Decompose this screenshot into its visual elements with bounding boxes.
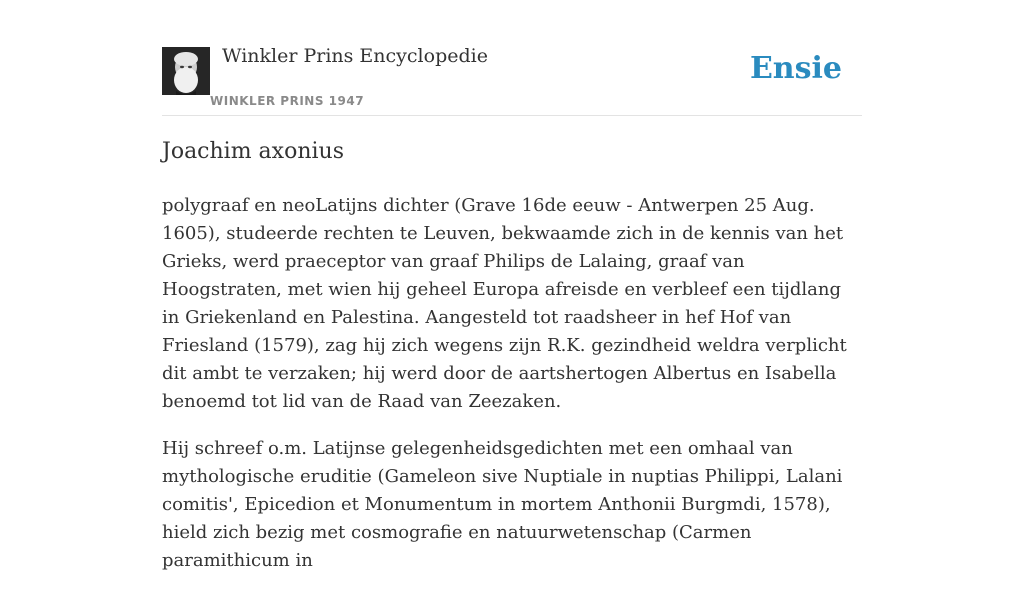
site-title[interactable]: Winkler Prins Encyclopedie <box>222 45 488 67</box>
header <box>162 0 862 116</box>
brand-logo[interactable]: Ensie <box>749 51 842 86</box>
edition-label[interactable]: WINKLER PRINS 1947 <box>210 94 365 108</box>
author-avatar[interactable] <box>162 47 210 95</box>
article-paragraph: polygraaf en neoLatijns dichter (Grave 16de eeuw - Antwerpen 25 Aug. 1605), studeerde rechten te Leuven, bekwaamde zich in de kennis van het Grieks, werd praeceptor van graaf Philips de Lalaing, graaf van Hoogstraten, met wien hij geheel Europa afreisde en verbleef een tijdlang in Griekenland en Palestina. Aangesteld tot raadsheer in hef Hof van Friesland (1579), zag hij zich wegens zijn R.K. gezindheid weldra verplicht dit ambt te verzaken; hij werd door de aartshertogen Albertus en Isabella benoemd tot lid van de Raad van Zeezaken. <box>162 195 847 412</box>
article-body <box>162 192 862 594</box>
portrait-image <box>162 47 210 95</box>
article-title: Joachim axonius <box>162 139 344 164</box>
article-paragraph: Hij schreef o.m. Latijnse gelegenheidsgedichten met een omhaal van mythologische eruditie (Gameleon sive Nuptiale in nuptias Philippi, Lalani comitis', Epicedion et Monumentum in mortem Anthonii Burgmdi, 1578), hield zich bezig met cosmografie en natuurwetenschap (Carmen paramithicum in <box>162 438 843 571</box>
